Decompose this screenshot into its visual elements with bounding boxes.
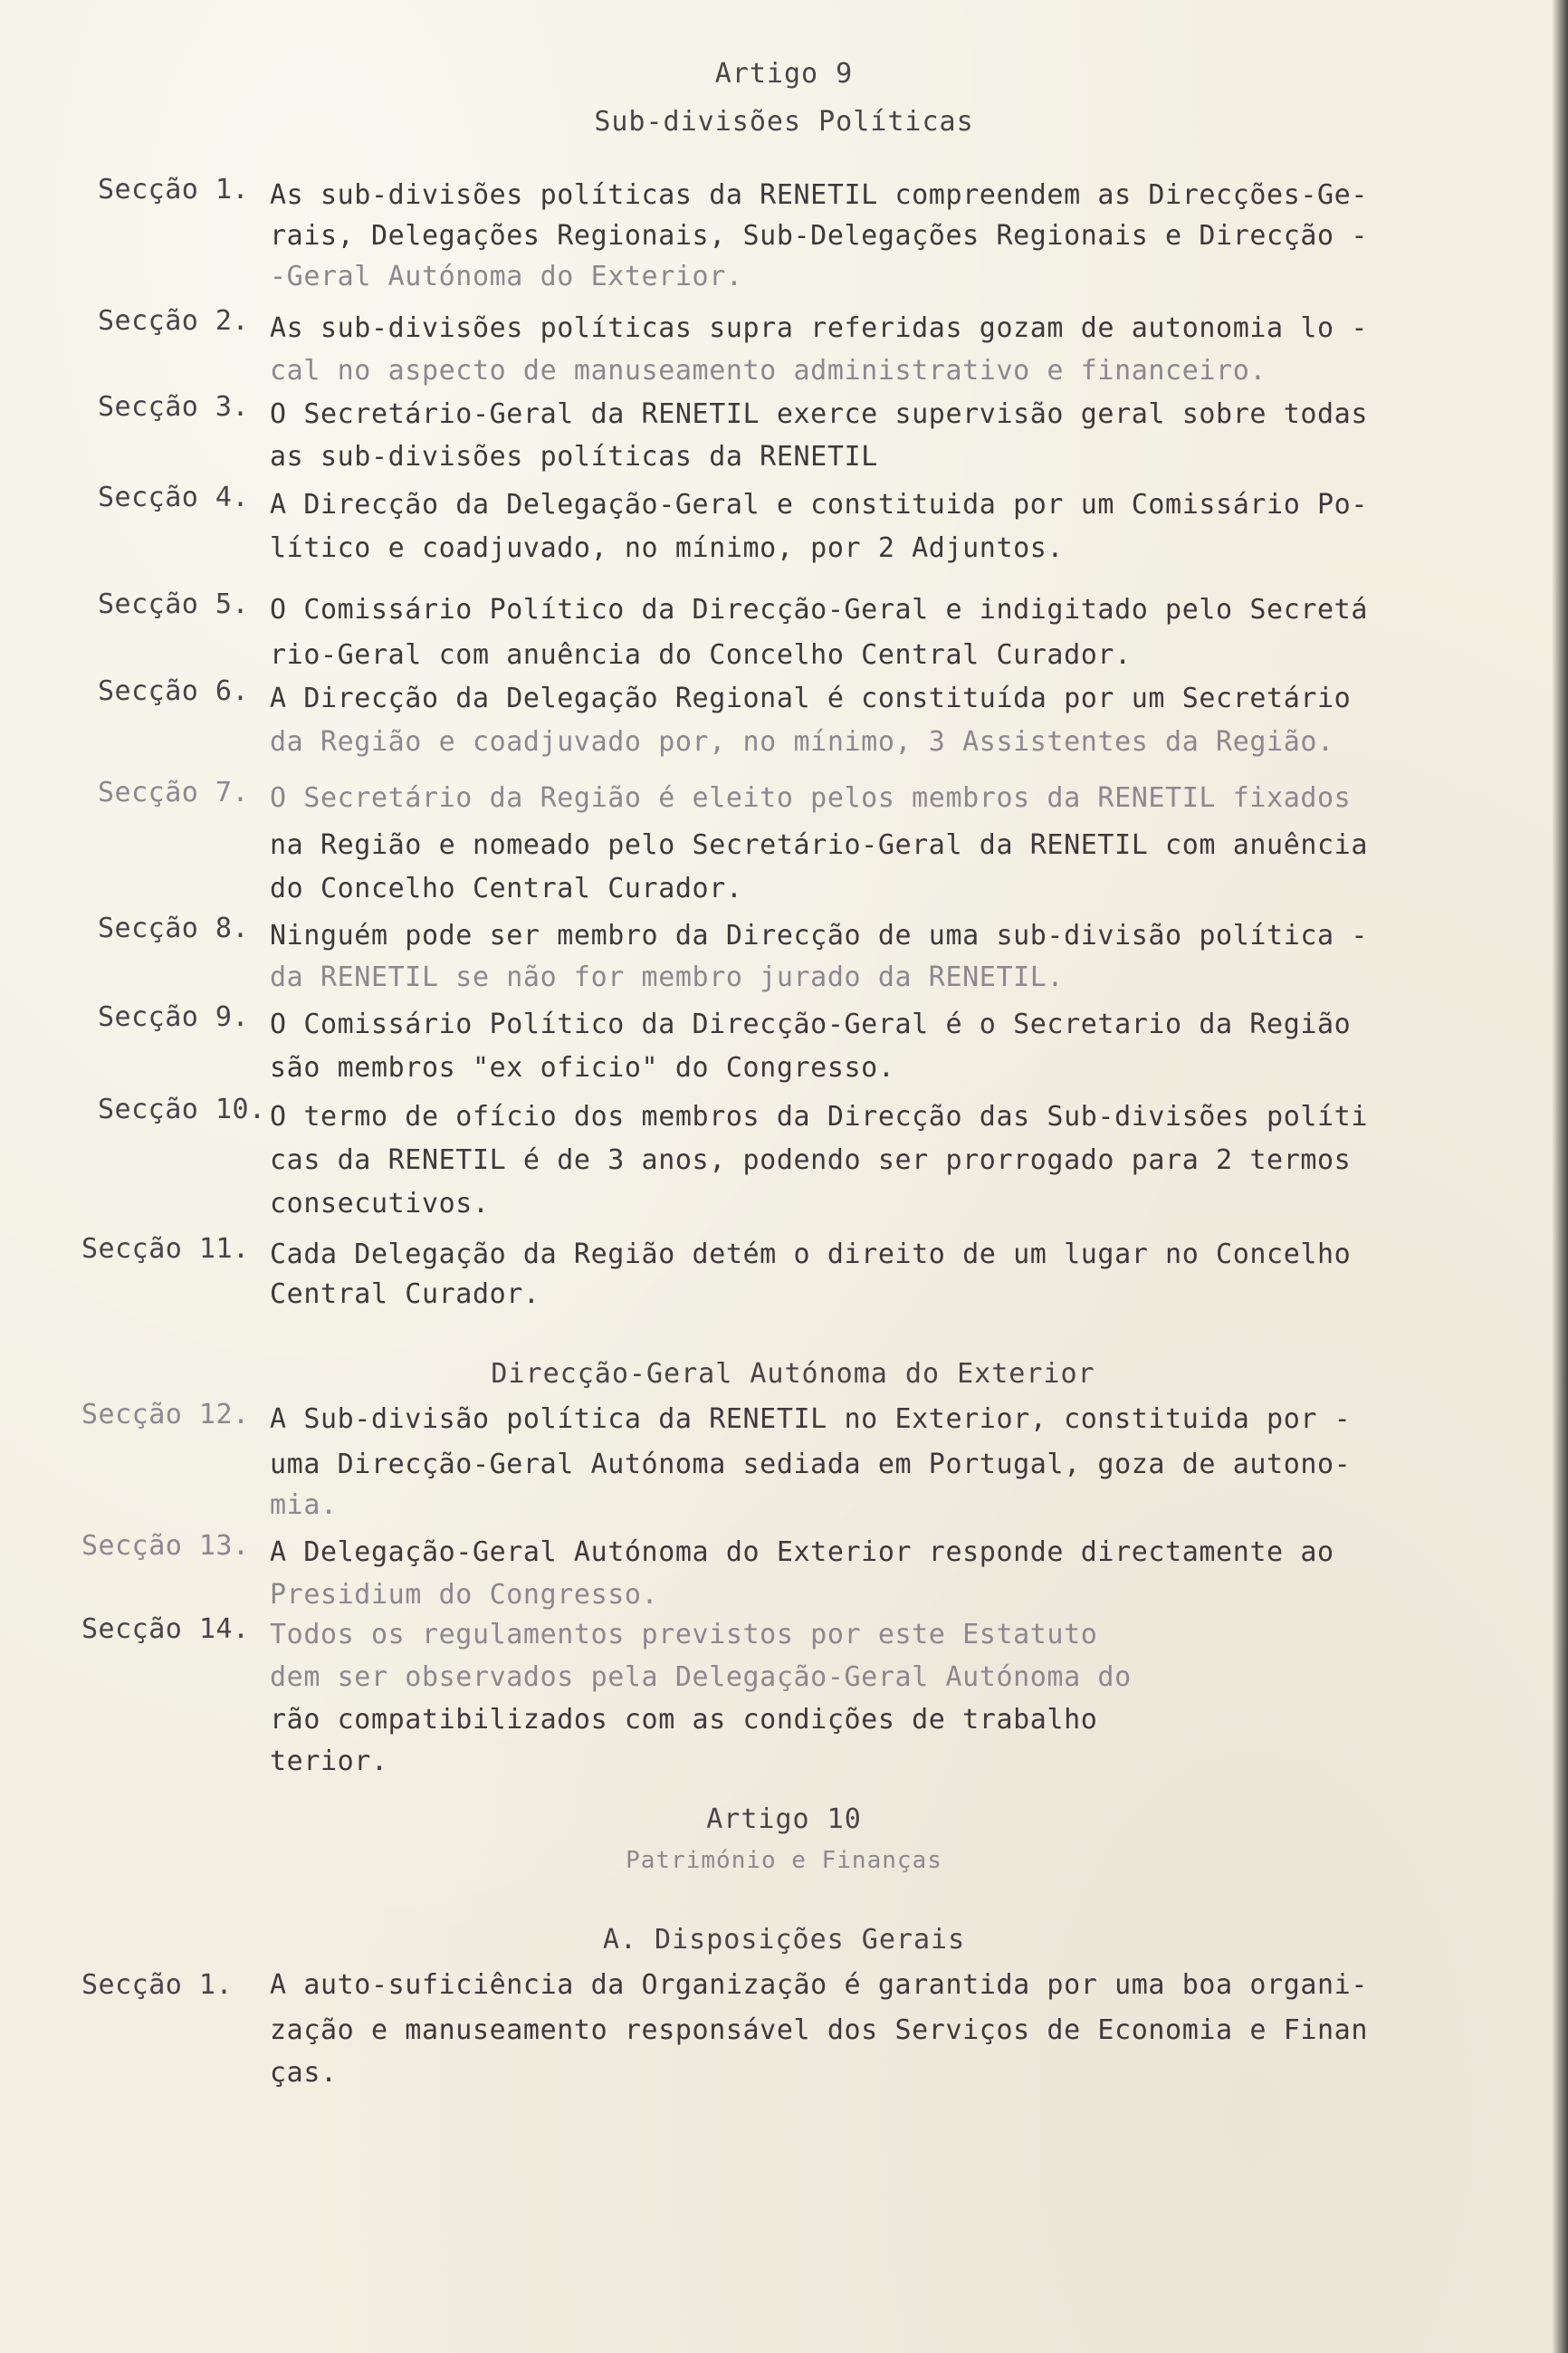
section-11-line-1: Cada Delegação da Região detém o direito de um lugar no Concelho bbox=[270, 1239, 1352, 1270]
section-5-line-1: O Comissário Político da Direcção-Geral e indigitado pelo Secretá bbox=[270, 594, 1368, 626]
section-13-line-1: A Delegação-Geral Autónoma do Exterior responde directamente ao bbox=[270, 1536, 1334, 1568]
section-13-label: Secção 13. bbox=[81, 1530, 250, 1562]
section-11-line-2: Central Curador. bbox=[270, 1278, 540, 1310]
section-7-line-3: do Concelho Central Curador. bbox=[270, 873, 743, 904]
section-10-line-3: consecutivos. bbox=[270, 1188, 490, 1220]
section-4-label: Secção 4. bbox=[98, 482, 250, 513]
section-2-line-2: cal no aspecto de manuseamento administrativo e financeiro. bbox=[270, 355, 1267, 387]
article-10-subheading: A. Disposições Gerais bbox=[602, 1924, 966, 1956]
section-14-line-3: rão compatibilizados com as condições de trabalho bbox=[270, 1704, 1098, 1736]
article-10-section-1-line-2: zação e manuseamento responsável dos Serviços de Economia e Finan bbox=[270, 2014, 1368, 2046]
exterior-heading: Direcção-Geral Autónoma do Exterior bbox=[491, 1358, 1095, 1390]
section-1-line-1: As sub-divisões políticas da RENETIL compreendem as Direcções-Ge- bbox=[270, 179, 1368, 211]
section-9-line-1: O Comissário Político da Direcção-Geral é o Secretario da Região bbox=[270, 1009, 1352, 1040]
section-14-line-2: dem ser observados pela Delegação-Geral Autónoma do bbox=[270, 1661, 1132, 1693]
article-10-section-1-line-3: ças. bbox=[270, 2057, 338, 2089]
section-14-line-1: Todos os regulamentos previstos por este Estatuto bbox=[270, 1619, 1098, 1650]
article-10-section-1-line-1: A auto-suficiência da Organização é garantida por uma boa organi- bbox=[270, 1969, 1368, 2001]
section-2-label: Secção 2. bbox=[98, 305, 250, 337]
section-8-label: Secção 8. bbox=[98, 913, 250, 944]
section-7-line-2: na Região e nomeado pelo Secretário-Geral da RENETIL com anuência bbox=[270, 829, 1368, 861]
article-9-title: Artigo 9 bbox=[714, 58, 854, 90]
section-5-line-2: rio-Geral com anuência do Concelho Central Curador. bbox=[270, 639, 1132, 671]
section-10-line-1: O termo de ofício dos membros da Direcção das Sub-divisões políti bbox=[270, 1101, 1368, 1133]
section-10-label: Secção 10. bbox=[98, 1094, 266, 1125]
section-12-line-2: uma Direcção-Geral Autónoma sediada em Portugal, goza de autono- bbox=[270, 1449, 1352, 1480]
section-1-line-2: rais, Delegações Regionais, Sub-Delegações Regionais e Direcção - bbox=[270, 220, 1368, 252]
section-1-line-3: -Geral Autónoma do Exterior. bbox=[270, 261, 743, 292]
section-3-label: Secção 3. bbox=[98, 391, 250, 423]
article-10-section-1-label: Secção 1. bbox=[81, 1969, 234, 2001]
section-11-label: Secção 11. bbox=[81, 1233, 250, 1265]
section-7-label: Secção 7. bbox=[98, 777, 250, 808]
section-10-line-2: cas da RENETIL é de 3 anos, podendo ser prorrogado para 2 termos bbox=[270, 1144, 1352, 1176]
section-14-label: Secção 14. bbox=[81, 1613, 250, 1645]
page-edge-shadow bbox=[1552, 0, 1568, 2353]
section-3-line-2: as sub-divisões políticas da RENETIL bbox=[270, 441, 878, 473]
section-8-line-1: Ninguém pode ser membro da Direcção de uma sub-divisão política - bbox=[270, 920, 1368, 952]
section-4-line-2: lítico e coadjuvado, no mínimo, por 2 Adjuntos. bbox=[270, 532, 1065, 564]
section-6-label: Secção 6. bbox=[98, 675, 250, 707]
section-6-line-2: da Região e coadjuvado por, no mínimo, 3 Assistentes da Região. bbox=[270, 726, 1334, 758]
section-2-line-1: As sub-divisões políticas supra referidas gozam de autonomia lo - bbox=[270, 312, 1368, 344]
section-4-line-1: A Direcção da Delegação-Geral e constituida por um Comissário Po- bbox=[270, 489, 1368, 521]
section-13-line-2: Presidium do Congresso. bbox=[270, 1579, 659, 1611]
section-9-line-2: são membros "ex oficio" do Congresso. bbox=[270, 1052, 895, 1084]
section-12-line-1: A Sub-divisão política da RENETIL no Exterior, constituida por - bbox=[270, 1403, 1352, 1435]
section-6-line-1: A Direcção da Delegação Regional é constituída por um Secretário bbox=[270, 683, 1352, 714]
article-9-subtitle: Sub-divisões Políticas bbox=[594, 106, 974, 138]
section-8-line-2: da RENETIL se não for membro jurado da RENETIL. bbox=[270, 961, 1065, 993]
section-1-label: Secção 1. bbox=[98, 174, 250, 206]
section-3-line-1: O Secretário-Geral da RENETIL exerce supervisão geral sobre todas bbox=[270, 398, 1368, 430]
article-10-subtitle: Património e Finanças bbox=[626, 1847, 942, 1874]
section-12-label: Secção 12. bbox=[81, 1399, 250, 1430]
article-10-title: Artigo 10 bbox=[706, 1803, 862, 1835]
section-14-line-4: terior. bbox=[270, 1746, 388, 1777]
section-7-line-1: O Secretário da Região é eleito pelos membros da RENETIL fixados bbox=[270, 782, 1352, 814]
section-12-line-3: mia. bbox=[270, 1489, 338, 1521]
section-5-label: Secção 5. bbox=[98, 588, 250, 620]
section-9-label: Secção 9. bbox=[98, 1001, 250, 1033]
